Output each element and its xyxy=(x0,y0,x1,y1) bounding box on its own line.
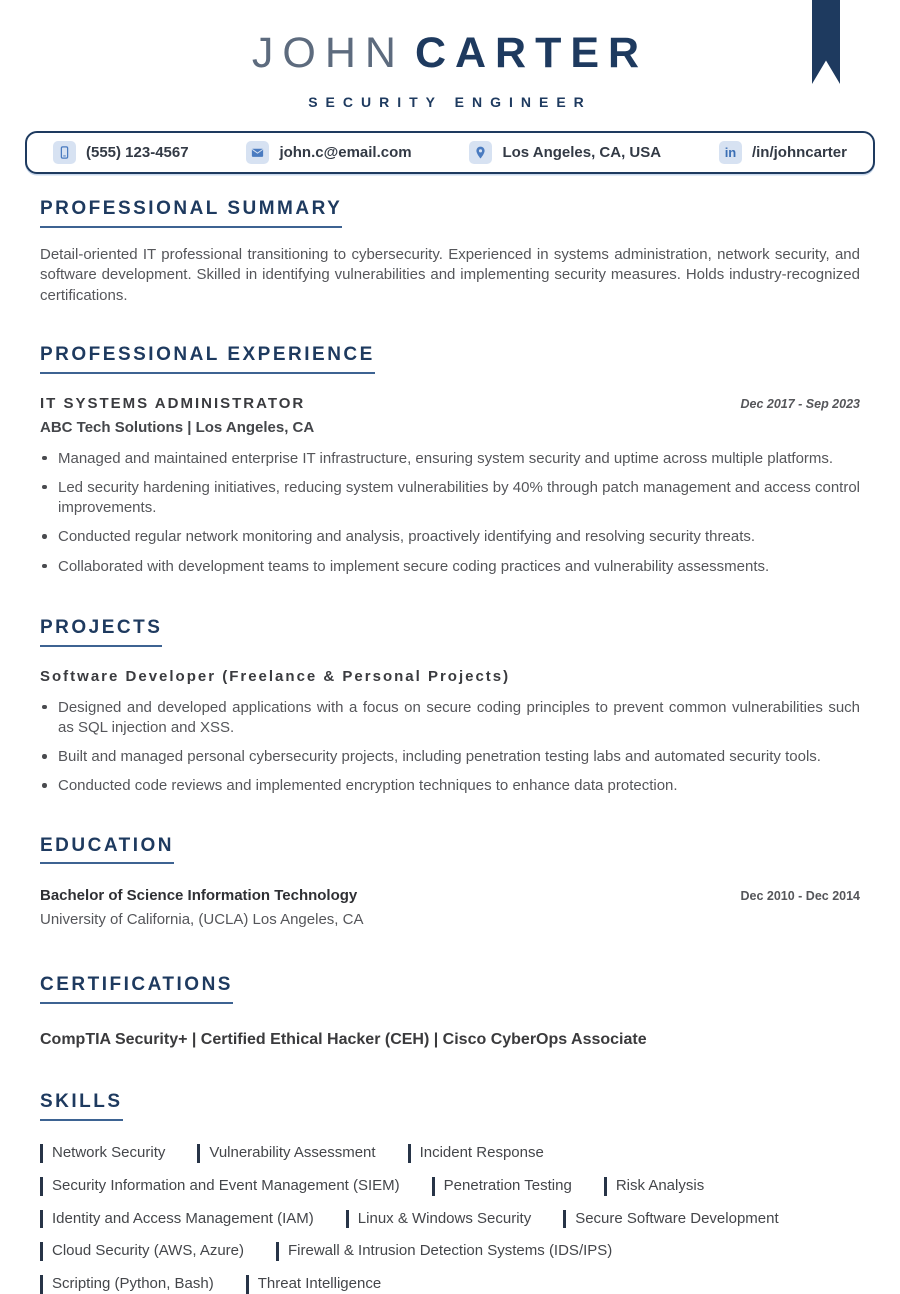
skill-tag: Cloud Security (AWS, Azure) xyxy=(40,1242,244,1261)
candidate-name xyxy=(0,30,900,77)
education-dates: Dec 2010 - Dec 2014 xyxy=(740,889,860,904)
list-item: Led security hardening initiatives, reducing system vulnerabilities by 40% through patch management and access control improvements. xyxy=(40,478,860,519)
contact-email-text: john.c@email.com xyxy=(279,144,412,162)
skill-tag: Vulnerability Assessment xyxy=(197,1144,375,1163)
job-dates: Dec 2017 - Sep 2023 xyxy=(740,396,860,411)
skill-tag: Penetration Testing xyxy=(432,1177,572,1196)
degree: Bachelor of Science Information Technology xyxy=(40,887,358,905)
contact-linkedin-text: /in/johncarter xyxy=(751,144,847,162)
summary-heading: PROFESSIONAL SUMMARY xyxy=(40,198,342,228)
contact-phone-text: (555) 123-4567 xyxy=(86,144,189,162)
projects-bullet-list xyxy=(40,698,860,797)
skill-tag: Scripting (Python, Bash) xyxy=(40,1275,214,1294)
resume-body xyxy=(0,198,900,1294)
experience-heading: PROFESSIONAL EXPERIENCE xyxy=(40,344,375,374)
skill-tag: Risk Analysis xyxy=(604,1177,704,1196)
skill-tag: Firewall & Intrusion Detection Systems (IDS/IPS) xyxy=(276,1242,612,1261)
section-skills xyxy=(40,1091,860,1294)
list-item: Conducted regular network monitoring and analysis, proactively identifying and resolving security threats. xyxy=(40,527,860,547)
list-item: Built and managed personal cybersecurity projects, including penetration testing labs and automated security tools. xyxy=(40,747,860,767)
contact-bar xyxy=(25,131,875,174)
skill-tag: Identity and Access Management (IAM) xyxy=(40,1210,314,1229)
section-professional-experience xyxy=(40,344,860,577)
school: University of California, (UCLA) Los Angeles, CA xyxy=(40,911,364,929)
contact-email[interactable] xyxy=(246,141,411,164)
phone-icon xyxy=(53,141,76,164)
summary-text: Detail-oriented IT professional transitioning to cybersecurity. Experienced in systems administration, network security, and software development. Skilled in identifying vulnerabilities and implementing security measures. Holds industry-recognized certifications. xyxy=(40,246,860,304)
education-heading: EDUCATION xyxy=(40,835,174,865)
education-title-row xyxy=(40,887,860,904)
contact-location xyxy=(469,141,661,164)
experience-title-row xyxy=(40,395,860,412)
skills-row xyxy=(40,1210,860,1229)
skills-row xyxy=(40,1242,860,1261)
section-professional-summary xyxy=(40,198,860,306)
section-certifications xyxy=(40,974,860,1049)
skills-row xyxy=(40,1177,860,1196)
resume-header xyxy=(0,0,900,110)
list-item: Managed and maintained enterprise IT infrastructure, ensuring system security and uptime across multiple platforms. xyxy=(40,449,860,469)
contact-linkedin[interactable] xyxy=(719,141,847,164)
candidate-title: SECURITY ENGINEER xyxy=(308,94,592,111)
projects-heading: PROJECTS xyxy=(40,617,162,647)
list-item: Designed and developed applications with a focus on secure coding principles to prevent common vulnerabilities such as SQL injection and XSS. xyxy=(40,698,860,739)
skill-tag: Security Information and Event Management (SIEM) xyxy=(40,1177,400,1196)
certifications-heading: CERTIFICATIONS xyxy=(40,974,233,1004)
skills-row xyxy=(40,1275,860,1294)
skill-tag: Network Security xyxy=(40,1144,165,1163)
project-role: Software Developer (Freelance & Personal Projects) xyxy=(40,667,511,685)
contact-location-text: Los Angeles, CA, USA xyxy=(502,144,662,162)
section-education xyxy=(40,835,860,929)
skill-tag: Incident Response xyxy=(408,1144,544,1163)
company-line: ABC Tech Solutions | Los Angeles, CA xyxy=(40,418,315,436)
linkedin-icon: in xyxy=(719,141,742,164)
location-pin-icon xyxy=(469,141,492,164)
last-name: CARTER xyxy=(414,29,649,77)
list-item: Collaborated with development teams to implement secure coding practices and vulnerability assessments. xyxy=(40,557,860,577)
section-projects xyxy=(40,617,860,797)
skill-tag: Threat Intelligence xyxy=(246,1275,381,1294)
first-name: JOHN xyxy=(251,29,405,77)
email-icon xyxy=(246,141,269,164)
job-title: IT SYSTEMS ADMINISTRATOR xyxy=(40,394,306,412)
list-item: Conducted code reviews and implemented encryption techniques to enhance data protection. xyxy=(40,776,860,796)
skill-tag: Secure Software Development xyxy=(563,1210,778,1229)
skill-tag: Linux & Windows Security xyxy=(346,1210,531,1229)
experience-bullet-list xyxy=(40,449,860,577)
contact-phone[interactable] xyxy=(53,141,189,164)
skills-heading: SKILLS xyxy=(40,1091,123,1121)
skills-row xyxy=(40,1144,860,1163)
skills-list xyxy=(40,1144,860,1294)
certifications-list: CompTIA Security+ | Certified Ethical Hacker (CEH) | Cisco CyberOps Associate xyxy=(40,1031,647,1049)
